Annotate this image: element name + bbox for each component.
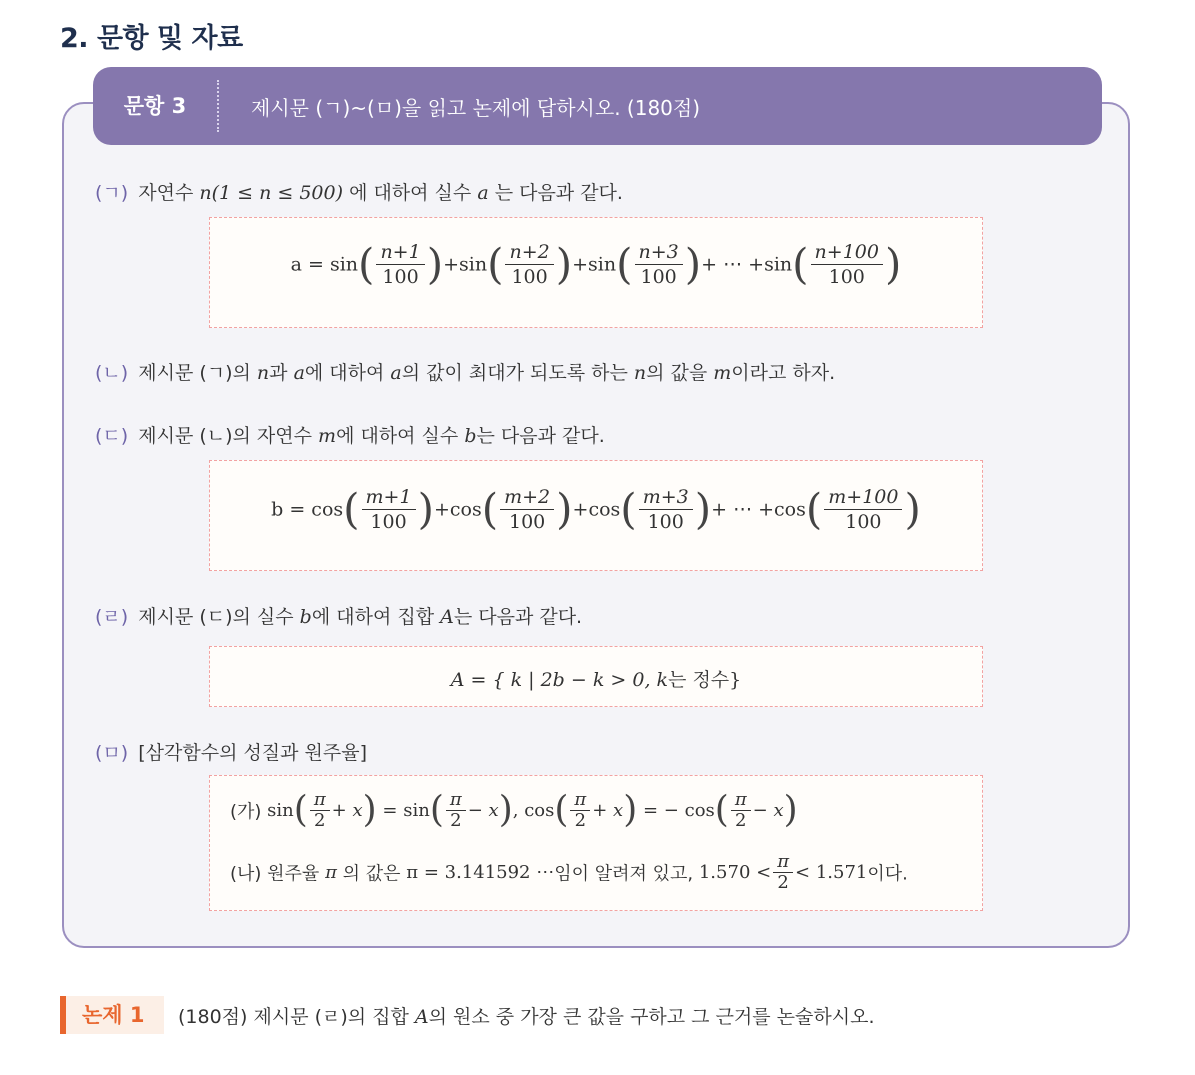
fraction <box>500 485 554 534</box>
fraction <box>362 485 416 534</box>
statement-text: 과 <box>269 362 288 384</box>
statement-2 <box>95 358 835 385</box>
pi-value-line <box>230 852 908 893</box>
fn: cos <box>449 498 482 521</box>
denominator: 100 <box>382 266 419 288</box>
fn: sin <box>764 253 793 276</box>
formula-box-b <box>209 460 983 571</box>
numerator: π <box>731 790 751 811</box>
plus: + <box>572 253 589 276</box>
line-text: 의 값은 <box>342 863 401 885</box>
math-var: b <box>464 425 477 447</box>
denominator: 100 <box>647 511 684 533</box>
numerator: m+3 <box>639 485 693 510</box>
line-label: (나) 원주율 <box>230 863 320 885</box>
numerator: n+3 <box>635 240 683 265</box>
fraction <box>376 240 424 289</box>
fn: sin <box>267 800 294 821</box>
math-var: a <box>390 362 402 384</box>
denominator: 100 <box>828 266 865 288</box>
numerator: m+1 <box>362 485 416 510</box>
fn: cos <box>774 498 806 521</box>
plus: + <box>443 253 459 276</box>
statement-marker: (ㄱ) <box>95 182 129 204</box>
statement-text: 에 대하여 <box>304 362 385 384</box>
fraction <box>639 485 693 534</box>
ellipsis: + ⋯ + <box>711 498 775 521</box>
formula-a: a = sin( $\frac{n+1}{100}$ )+sin( $\frac{n+2}{100}$ )+sin( $\frac{n+3}{100}$ )+ ⋯ +sin( $\frac{n+100}{100}$ ) <box>290 239 902 289</box>
formula-lhs: a = sin <box>290 253 359 276</box>
line-text: 이다. <box>867 863 908 885</box>
pi-value: π = 3.141592 ⋯ <box>406 862 555 883</box>
math-var: b <box>299 606 312 628</box>
numerator: π <box>570 790 590 811</box>
formula-lhs: b = cos <box>271 498 344 521</box>
numerator: m+2 <box>500 485 554 510</box>
denominator: 100 <box>508 511 546 533</box>
numerator: π <box>773 852 793 873</box>
numerator: n+1 <box>376 240 424 265</box>
denominator: 100 <box>845 511 882 533</box>
equals: = <box>382 800 398 821</box>
numerator: π <box>446 790 466 811</box>
denominator: 2 <box>450 810 462 831</box>
math-range: (1 ≤ n ≤ 500) <box>211 182 344 204</box>
ellipsis: + ⋯ + <box>701 253 765 276</box>
statement-3 <box>95 421 605 448</box>
numerator: π <box>310 790 330 811</box>
statement-marker: (ㄴ) <box>95 362 129 384</box>
math-var: a <box>293 362 305 384</box>
fraction <box>811 240 883 289</box>
statement-1 <box>95 178 623 205</box>
denominator: 100 <box>370 511 407 533</box>
statement-text: 는 다음과 같다. <box>476 425 605 447</box>
statement-text: 에 대하여 집합 <box>311 606 435 628</box>
fraction <box>635 240 683 289</box>
denominator: 2 <box>777 872 789 893</box>
statement-4 <box>95 602 582 629</box>
statement-text: 제시문 (ㄱ)의 <box>138 362 251 384</box>
numerator: n+2 <box>505 240 553 265</box>
question-label: 문항 3 <box>93 80 219 132</box>
statement-text: 제시문 (ㄷ)의 실수 <box>138 606 294 628</box>
line-label: (가) <box>230 801 262 823</box>
formula-set <box>210 665 982 692</box>
statement-marker: (ㅁ) <box>95 742 129 764</box>
statement-marker: (ㄷ) <box>95 425 129 447</box>
denominator: 100 <box>511 266 548 288</box>
set-close: } <box>729 669 742 691</box>
comma: , <box>512 800 519 821</box>
line-text: 임이 알려져 있고, <box>554 863 694 885</box>
statement-text: 제시문 (ㄴ)의 자연수 <box>138 425 312 447</box>
math-var: π <box>325 862 337 883</box>
fn: cos <box>524 800 555 821</box>
section-title: 2. 문항 및 자료 <box>60 23 243 54</box>
fn: sin <box>459 253 488 276</box>
formula-b: b = cos( $\frac{m+1}{100}$ )+cos( $\frac{m+2}{100}$ )+cos( $\frac{m+3}{100}$ )+ ⋯ +cos( $\frac{m+100}{100}$ ) <box>271 484 921 534</box>
question-instruction: 제시문 (ㄱ)~(ㅁ)을 읽고 논제에 답하시오. (180점) <box>251 95 701 120</box>
fraction <box>505 240 553 289</box>
formula-box-trig <box>209 775 983 911</box>
math-var: n <box>199 182 212 204</box>
fn: cos <box>588 498 621 521</box>
statement-text: 의 값을 <box>646 362 708 384</box>
term: − x <box>467 800 499 821</box>
statement-marker: (ㄹ) <box>95 606 129 628</box>
formula-box-a <box>209 217 983 328</box>
math-var: A <box>440 606 454 628</box>
term: − x <box>752 800 784 821</box>
math-var: A <box>414 1005 429 1028</box>
bound-high: < 1.571 <box>795 862 868 883</box>
statement-text: 에 대하여 실수 <box>349 182 472 204</box>
math-var: m <box>318 425 337 447</box>
fraction <box>731 790 751 831</box>
statement-text: 는 다음과 같다. <box>453 606 583 628</box>
math-var: n <box>633 362 647 384</box>
statement-text: 는 다음과 같다. <box>494 182 623 204</box>
statement-5 <box>95 738 367 765</box>
task-row <box>60 995 875 1035</box>
numerator: m+100 <box>824 485 902 510</box>
task-text <box>178 1002 875 1029</box>
statement-text: 의 값이 최대가 되도록 하는 <box>401 362 628 384</box>
denominator: 2 <box>314 810 326 831</box>
statement-text: 에 대하여 실수 <box>336 425 459 447</box>
plus: + <box>572 498 589 521</box>
formula-box-set <box>209 646 983 707</box>
denominator: 2 <box>574 810 587 831</box>
statement-text: [삼각함수의 성질과 원주율] <box>138 742 368 764</box>
denominator: 2 <box>735 810 747 831</box>
term: + x <box>331 800 363 821</box>
fraction <box>773 852 793 893</box>
set-expression: A = { k | 2b − k > 0, k <box>450 669 669 691</box>
fraction <box>570 790 590 831</box>
fraction <box>310 790 330 831</box>
task-label: 논제 1 <box>60 996 164 1034</box>
fn: sin <box>588 253 617 276</box>
numerator: n+100 <box>811 240 883 265</box>
task-text-part: (180점) 제시문 (ㄹ)의 집합 <box>178 1005 409 1028</box>
task-text-part: 의 원소 중 가장 큰 값을 구하고 그 근거를 논술하시오. <box>428 1005 875 1028</box>
term: + x <box>592 800 624 821</box>
math-var: m <box>713 362 732 384</box>
denominator: 100 <box>640 266 677 288</box>
math-var: a <box>477 182 489 204</box>
fraction <box>824 485 902 534</box>
statement-text: 자연수 <box>138 182 194 204</box>
statement-text: 이라고 하자. <box>731 362 836 384</box>
set-condition: 는 정수 <box>668 669 730 691</box>
math-var: n <box>256 362 270 384</box>
plus: + <box>433 498 450 521</box>
question-header <box>93 67 1102 145</box>
equals-neg-cos: = − cos <box>643 800 715 821</box>
bound-low: 1.570 < <box>698 862 772 883</box>
fraction <box>446 790 466 831</box>
trig-identity-line: (가) sin( $\frac{\pi}{2}$ + x) = sin( $\frac{\pi}{2}$ − x), cos( $\frac{\pi}{2}$ + x) = − cos( $\frac{\pi}{2}$ − x) <box>230 789 798 831</box>
fn: sin <box>403 800 430 821</box>
